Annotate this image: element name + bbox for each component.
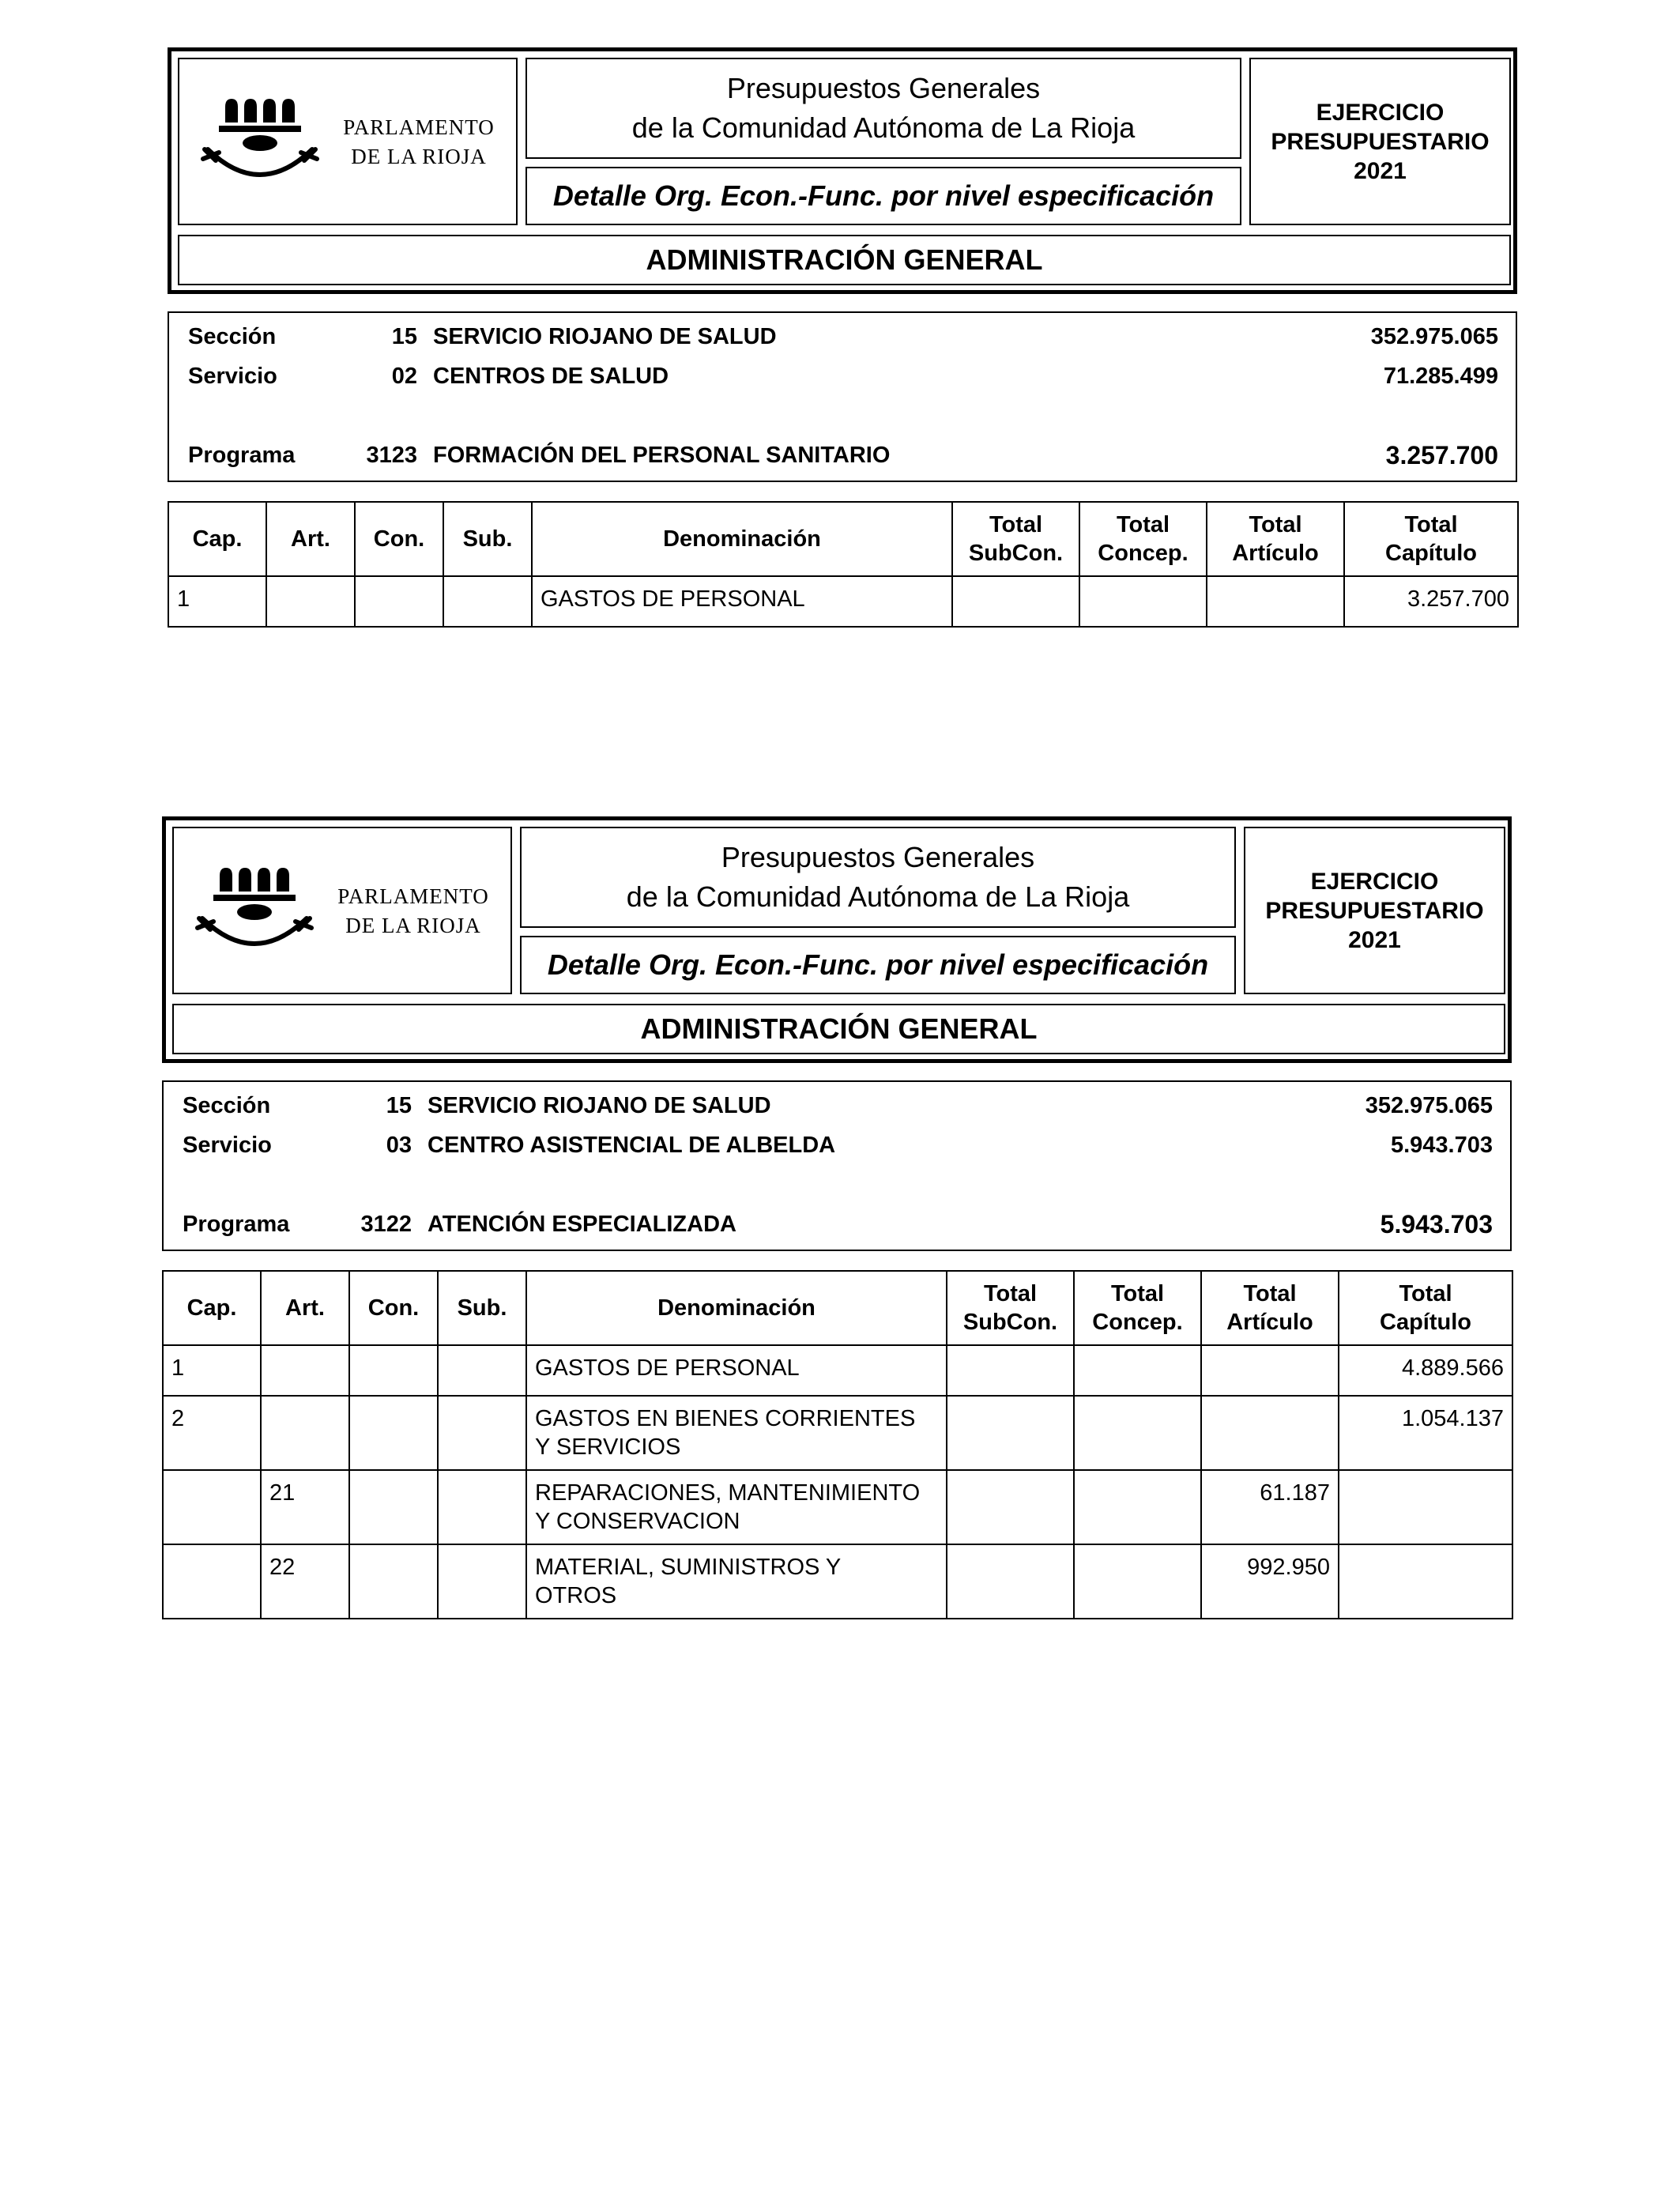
cell-total-concep: [1074, 1345, 1201, 1396]
servicio-amount: 5.943.703: [1390, 1133, 1493, 1158]
budget-table: [162, 1270, 1513, 1619]
denominacion-line-2: OTROS: [535, 1583, 617, 1608]
year-line-1: EJERCICIO: [1310, 868, 1439, 895]
seccion-name: SERVICIO RIOJANO DE SALUD: [428, 1093, 771, 1118]
servicio-label: Servicio: [188, 364, 277, 389]
denominacion-line-2: Y SERVICIOS: [535, 1434, 681, 1460]
administration-label: ADMINISTRACIÓN GENERAL: [178, 235, 1511, 285]
programa-name: FORMACIÓN DEL PERSONAL SANITARIO: [433, 443, 891, 468]
cell-total-subcon: [947, 1470, 1074, 1544]
cell-total-capitulo: [1339, 1470, 1512, 1544]
col-total-articulo: [1201, 1271, 1339, 1345]
cell-art: [261, 1396, 349, 1470]
cell-denominacion: GASTOS DE PERSONAL: [526, 1345, 947, 1396]
denominacion-line-1: REPARACIONES, MANTENIMIENTO: [535, 1480, 921, 1506]
fiscal-year-box: [1249, 58, 1511, 225]
col-cap: Cap.: [168, 502, 266, 576]
cell-denominacion: GASTOS DE PERSONAL: [532, 576, 952, 627]
cell-cap: [163, 1470, 261, 1544]
seccion-amount: 352.975.065: [1370, 324, 1498, 349]
cell-total-subcon: [952, 576, 1079, 627]
table-row: [163, 1544, 1512, 1619]
seccion-code: 15: [386, 1093, 412, 1118]
logo-line-2: DE LA RIOJA: [351, 145, 487, 168]
logo-text: [322, 882, 504, 941]
cell-total-articulo: [1201, 1396, 1339, 1470]
col-total-capitulo-l2: Capítulo: [1380, 1310, 1471, 1335]
servicio-code: 03: [386, 1133, 412, 1158]
programa-code: 3123: [366, 443, 417, 468]
cell-total-concep: [1074, 1396, 1201, 1470]
report-header: [168, 47, 1517, 294]
programa-label: Programa: [183, 1212, 290, 1237]
programa-amount: 3.257.700: [1385, 441, 1498, 469]
administration-label: ADMINISTRACIÓN GENERAL: [172, 1004, 1505, 1054]
programa-name: ATENCIÓN ESPECIALIZADA: [428, 1212, 736, 1237]
title-line-1: Presupuestos Generales: [726, 72, 1041, 104]
cell-sub: [438, 1345, 526, 1396]
col-total-concep-l1: Total: [1116, 512, 1170, 537]
cell-total-subcon: [947, 1396, 1074, 1470]
cell-total-subcon: [947, 1345, 1074, 1396]
programa-label: Programa: [188, 443, 296, 468]
col-total-articulo-l2: Artículo: [1226, 1310, 1313, 1335]
cell-cap: [163, 1544, 261, 1619]
col-denominacion: Denominación: [526, 1271, 947, 1345]
servicio-name: CENTROS DE SALUD: [433, 364, 669, 389]
cell-art: [261, 1345, 349, 1396]
cell-sub: [438, 1544, 526, 1619]
programa-code: 3122: [360, 1212, 412, 1237]
report-title: [525, 58, 1241, 159]
seccion-row: [169, 321, 1516, 352]
col-total-capitulo-l1: Total: [1404, 512, 1458, 537]
cell-total-concep: [1074, 1470, 1201, 1544]
budget-block-2: [162, 816, 1512, 1608]
programa-row: [164, 1208, 1510, 1240]
cell-denominacion: [526, 1544, 947, 1619]
year-line-3: 2021: [1354, 157, 1407, 184]
title-line-1: Presupuestos Generales: [721, 841, 1035, 873]
col-total-concep-l1: Total: [1110, 1281, 1165, 1306]
seccion-amount: 352.975.065: [1365, 1093, 1493, 1118]
col-sub: Sub.: [438, 1271, 526, 1345]
col-total-subcon-l1: Total: [983, 1281, 1038, 1306]
cell-total-articulo: [1207, 576, 1344, 627]
seccion-name: SERVICIO RIOJANO DE SALUD: [433, 324, 777, 349]
report-subtitle: Detalle Org. Econ.-Func. por nivel especificación: [520, 936, 1236, 994]
cell-total-capitulo: 1.054.137: [1339, 1396, 1512, 1470]
table-row: [168, 576, 1518, 627]
budget-table: [168, 501, 1519, 628]
col-con: Con.: [349, 1271, 438, 1345]
servicio-label: Servicio: [183, 1133, 272, 1158]
cell-total-capitulo: 3.257.700: [1344, 576, 1518, 627]
col-total-subcon-l2: SubCon.: [962, 1310, 1058, 1335]
col-total-subcon-l2: SubCon.: [968, 541, 1064, 566]
col-total-articulo-l1: Total: [1243, 1281, 1297, 1306]
seccion-label: Sección: [188, 324, 277, 349]
cell-art: [266, 576, 355, 627]
report-header: [162, 816, 1512, 1063]
seccion-code: 15: [391, 324, 417, 349]
cell-cap: 1: [168, 576, 266, 627]
col-total-subcon-l1: Total: [989, 512, 1043, 537]
fiscal-year-box: [1244, 827, 1505, 994]
budget-info-box: [168, 311, 1517, 482]
cell-art: 21: [261, 1470, 349, 1544]
title-line-2: de la Comunidad Autónoma de La Rioja: [631, 111, 1136, 144]
year-line-1: EJERCICIO: [1316, 99, 1445, 126]
cell-total-articulo: [1201, 1345, 1339, 1396]
table-row: [163, 1396, 1512, 1470]
col-total-concep: [1079, 502, 1207, 576]
col-cap: Cap.: [163, 1271, 261, 1345]
year-line-2: PRESUPUESTARIO: [1265, 897, 1484, 924]
col-art: Art.: [261, 1271, 349, 1345]
parliament-logo-box: [178, 58, 518, 225]
col-total-capitulo: [1339, 1271, 1512, 1345]
cell-sub: [443, 576, 532, 627]
col-total-concep: [1074, 1271, 1201, 1345]
budget-block-1: [168, 47, 1517, 612]
parliament-emblem-icon: [197, 91, 331, 186]
seccion-label: Sección: [183, 1093, 271, 1118]
parliament-logo-box: [172, 827, 512, 994]
cell-cap: 1: [163, 1345, 261, 1396]
logo-line-1: PARLAMENTO: [337, 884, 489, 908]
cell-con: [349, 1396, 438, 1470]
cell-cap: 2: [163, 1396, 261, 1470]
col-denominacion: Denominación: [532, 502, 952, 576]
cell-art: 22: [261, 1544, 349, 1619]
cell-denominacion: [526, 1470, 947, 1544]
col-total-articulo: [1207, 502, 1344, 576]
cell-total-subcon: [947, 1544, 1074, 1619]
logo-line-1: PARLAMENTO: [343, 115, 495, 139]
denominacion-line-1: GASTOS EN BIENES CORRIENTES: [535, 1406, 916, 1431]
col-total-capitulo-l2: Capítulo: [1385, 541, 1477, 566]
cell-total-articulo: 992.950: [1201, 1544, 1339, 1619]
title-line-2: de la Comunidad Autónoma de La Rioja: [626, 880, 1130, 913]
cell-total-capitulo: [1339, 1544, 1512, 1619]
cell-total-concep: [1079, 576, 1207, 627]
cell-con: [349, 1544, 438, 1619]
cell-total-concep: [1074, 1544, 1201, 1619]
table-row: [163, 1470, 1512, 1544]
logo-line-2: DE LA RIOJA: [345, 914, 481, 937]
col-total-articulo-l2: Artículo: [1232, 541, 1319, 566]
servicio-name: CENTRO ASISTENCIAL DE ALBELDA: [428, 1133, 836, 1158]
cell-con: [355, 576, 443, 627]
servicio-amount: 71.285.499: [1383, 364, 1498, 389]
table-header-row: [163, 1271, 1512, 1345]
col-art: Art.: [266, 502, 355, 576]
denominacion-line-2: Y CONSERVACION: [535, 1509, 740, 1534]
servicio-row: [169, 360, 1516, 392]
col-total-articulo-l1: Total: [1249, 512, 1302, 537]
cell-total-articulo: 61.187: [1201, 1470, 1339, 1544]
cell-sub: [438, 1396, 526, 1470]
parliament-emblem-icon: [191, 860, 326, 955]
col-total-concep-l2: Concep.: [1098, 541, 1188, 566]
col-total-capitulo-l1: Total: [1399, 1281, 1452, 1306]
year-line-2: PRESUPUESTARIO: [1271, 128, 1490, 155]
report-subtitle: Detalle Org. Econ.-Func. por nivel especificación: [525, 167, 1241, 225]
table-header-row: [168, 502, 1518, 576]
programa-row: [169, 439, 1516, 471]
cell-con: [349, 1345, 438, 1396]
col-con: Con.: [355, 502, 443, 576]
programa-amount: 5.943.703: [1380, 1210, 1493, 1238]
year-line-3: 2021: [1348, 926, 1401, 953]
servicio-row: [164, 1129, 1510, 1161]
cell-con: [349, 1470, 438, 1544]
col-total-concep-l2: Concep.: [1092, 1310, 1183, 1335]
col-total-capitulo: [1344, 502, 1518, 576]
seccion-row: [164, 1090, 1510, 1122]
col-total-subcon: [952, 502, 1079, 576]
budget-info-box: [162, 1080, 1512, 1251]
col-sub: Sub.: [443, 502, 532, 576]
logo-text: [328, 113, 510, 172]
denominacion-line-1: MATERIAL, SUMINISTROS Y: [535, 1555, 842, 1580]
cell-total-capitulo: 4.889.566: [1339, 1345, 1512, 1396]
table-row: [163, 1345, 1512, 1396]
cell-sub: [438, 1470, 526, 1544]
servicio-code: 02: [391, 364, 417, 389]
report-title: [520, 827, 1236, 928]
col-total-subcon: [947, 1271, 1074, 1345]
cell-denominacion: [526, 1396, 947, 1470]
